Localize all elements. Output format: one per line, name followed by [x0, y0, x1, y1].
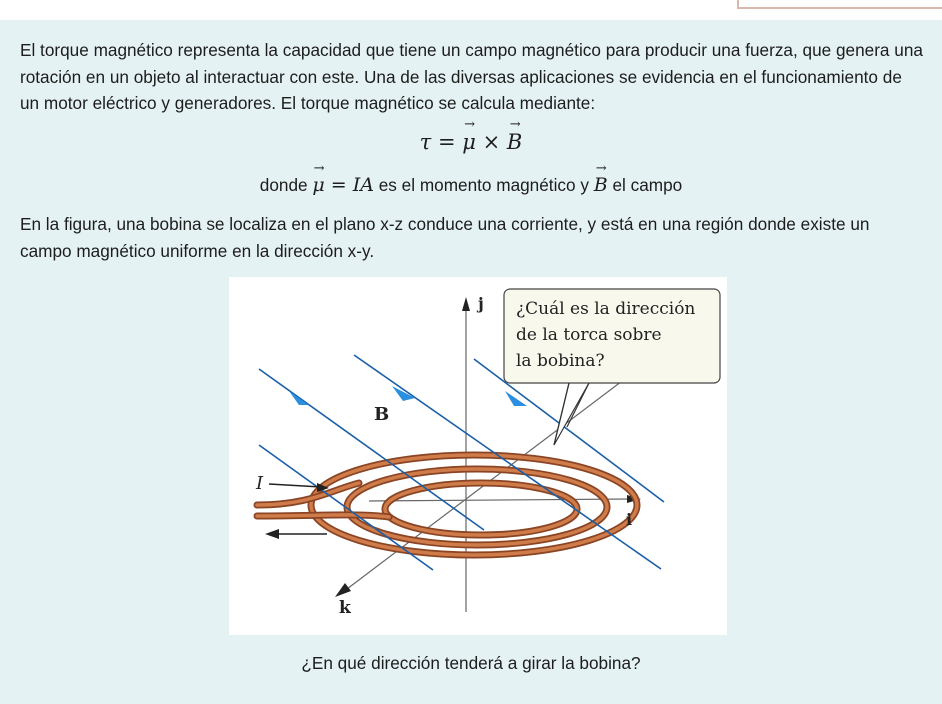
callout-line-2: de la torca sobre	[516, 325, 662, 345]
coil-figure	[229, 277, 727, 635]
where-prefix: donde	[259, 175, 308, 195]
j-arrowhead-icon	[462, 297, 470, 311]
tab-outline	[737, 0, 942, 9]
figure-description: En la figura, una bobina se localiza en el plano x-z conduce una corriente, y está en una región donde existe un campo magnético uniforme en la dirección x-y.	[20, 214, 870, 261]
x-axis-line	[369, 499, 629, 501]
formula-explanation	[0, 174, 942, 196]
field-arrows	[289, 386, 527, 406]
intro-paragraph: El torque magnético representa la capacidad que tiene un campo magnético para producir una fuerza, que genera una rotación en un objeto al interactuar con este. Una de las diversas aplicaciones se evidencia en el funcionamiento de un motor eléctrico y generadores. El torque magnético se calcula mediante:	[20, 40, 923, 113]
k-arrowhead-icon	[335, 583, 351, 597]
where-suffix: el campo	[612, 175, 683, 195]
label-B: B	[374, 404, 390, 425]
top-bar	[0, 0, 942, 20]
formula-times: ×	[482, 130, 501, 154]
question-text: ¿En qué dirección tenderá a girar la bobina?	[301, 653, 641, 673]
where-middle: es el momento magnético y	[378, 175, 589, 195]
formula-tau: τ	[419, 130, 432, 154]
label-j: j	[478, 294, 484, 313]
callout	[504, 289, 720, 445]
coil	[257, 455, 637, 555]
formula-mu: → μ	[462, 130, 476, 154]
formula-equals: =	[437, 130, 456, 154]
label-k: k	[339, 598, 351, 618]
current-out-arrow-icon	[265, 529, 279, 539]
callout-line-1: ¿Cuál es la dirección	[516, 299, 696, 319]
field-line-4	[259, 445, 433, 570]
formula-b: → B	[507, 130, 522, 154]
where-eq: = IA	[330, 174, 374, 196]
coil-diagram	[229, 277, 727, 635]
torque-formula	[0, 130, 942, 154]
callout-line-3: la bobina?	[516, 351, 605, 371]
label-I: I	[256, 473, 264, 494]
where-b: → B	[594, 174, 608, 196]
field-arrow-icon	[505, 391, 527, 406]
where-mu: → μ	[312, 174, 324, 196]
field-arrow-icon	[392, 386, 415, 401]
label-i: i	[626, 510, 633, 529]
